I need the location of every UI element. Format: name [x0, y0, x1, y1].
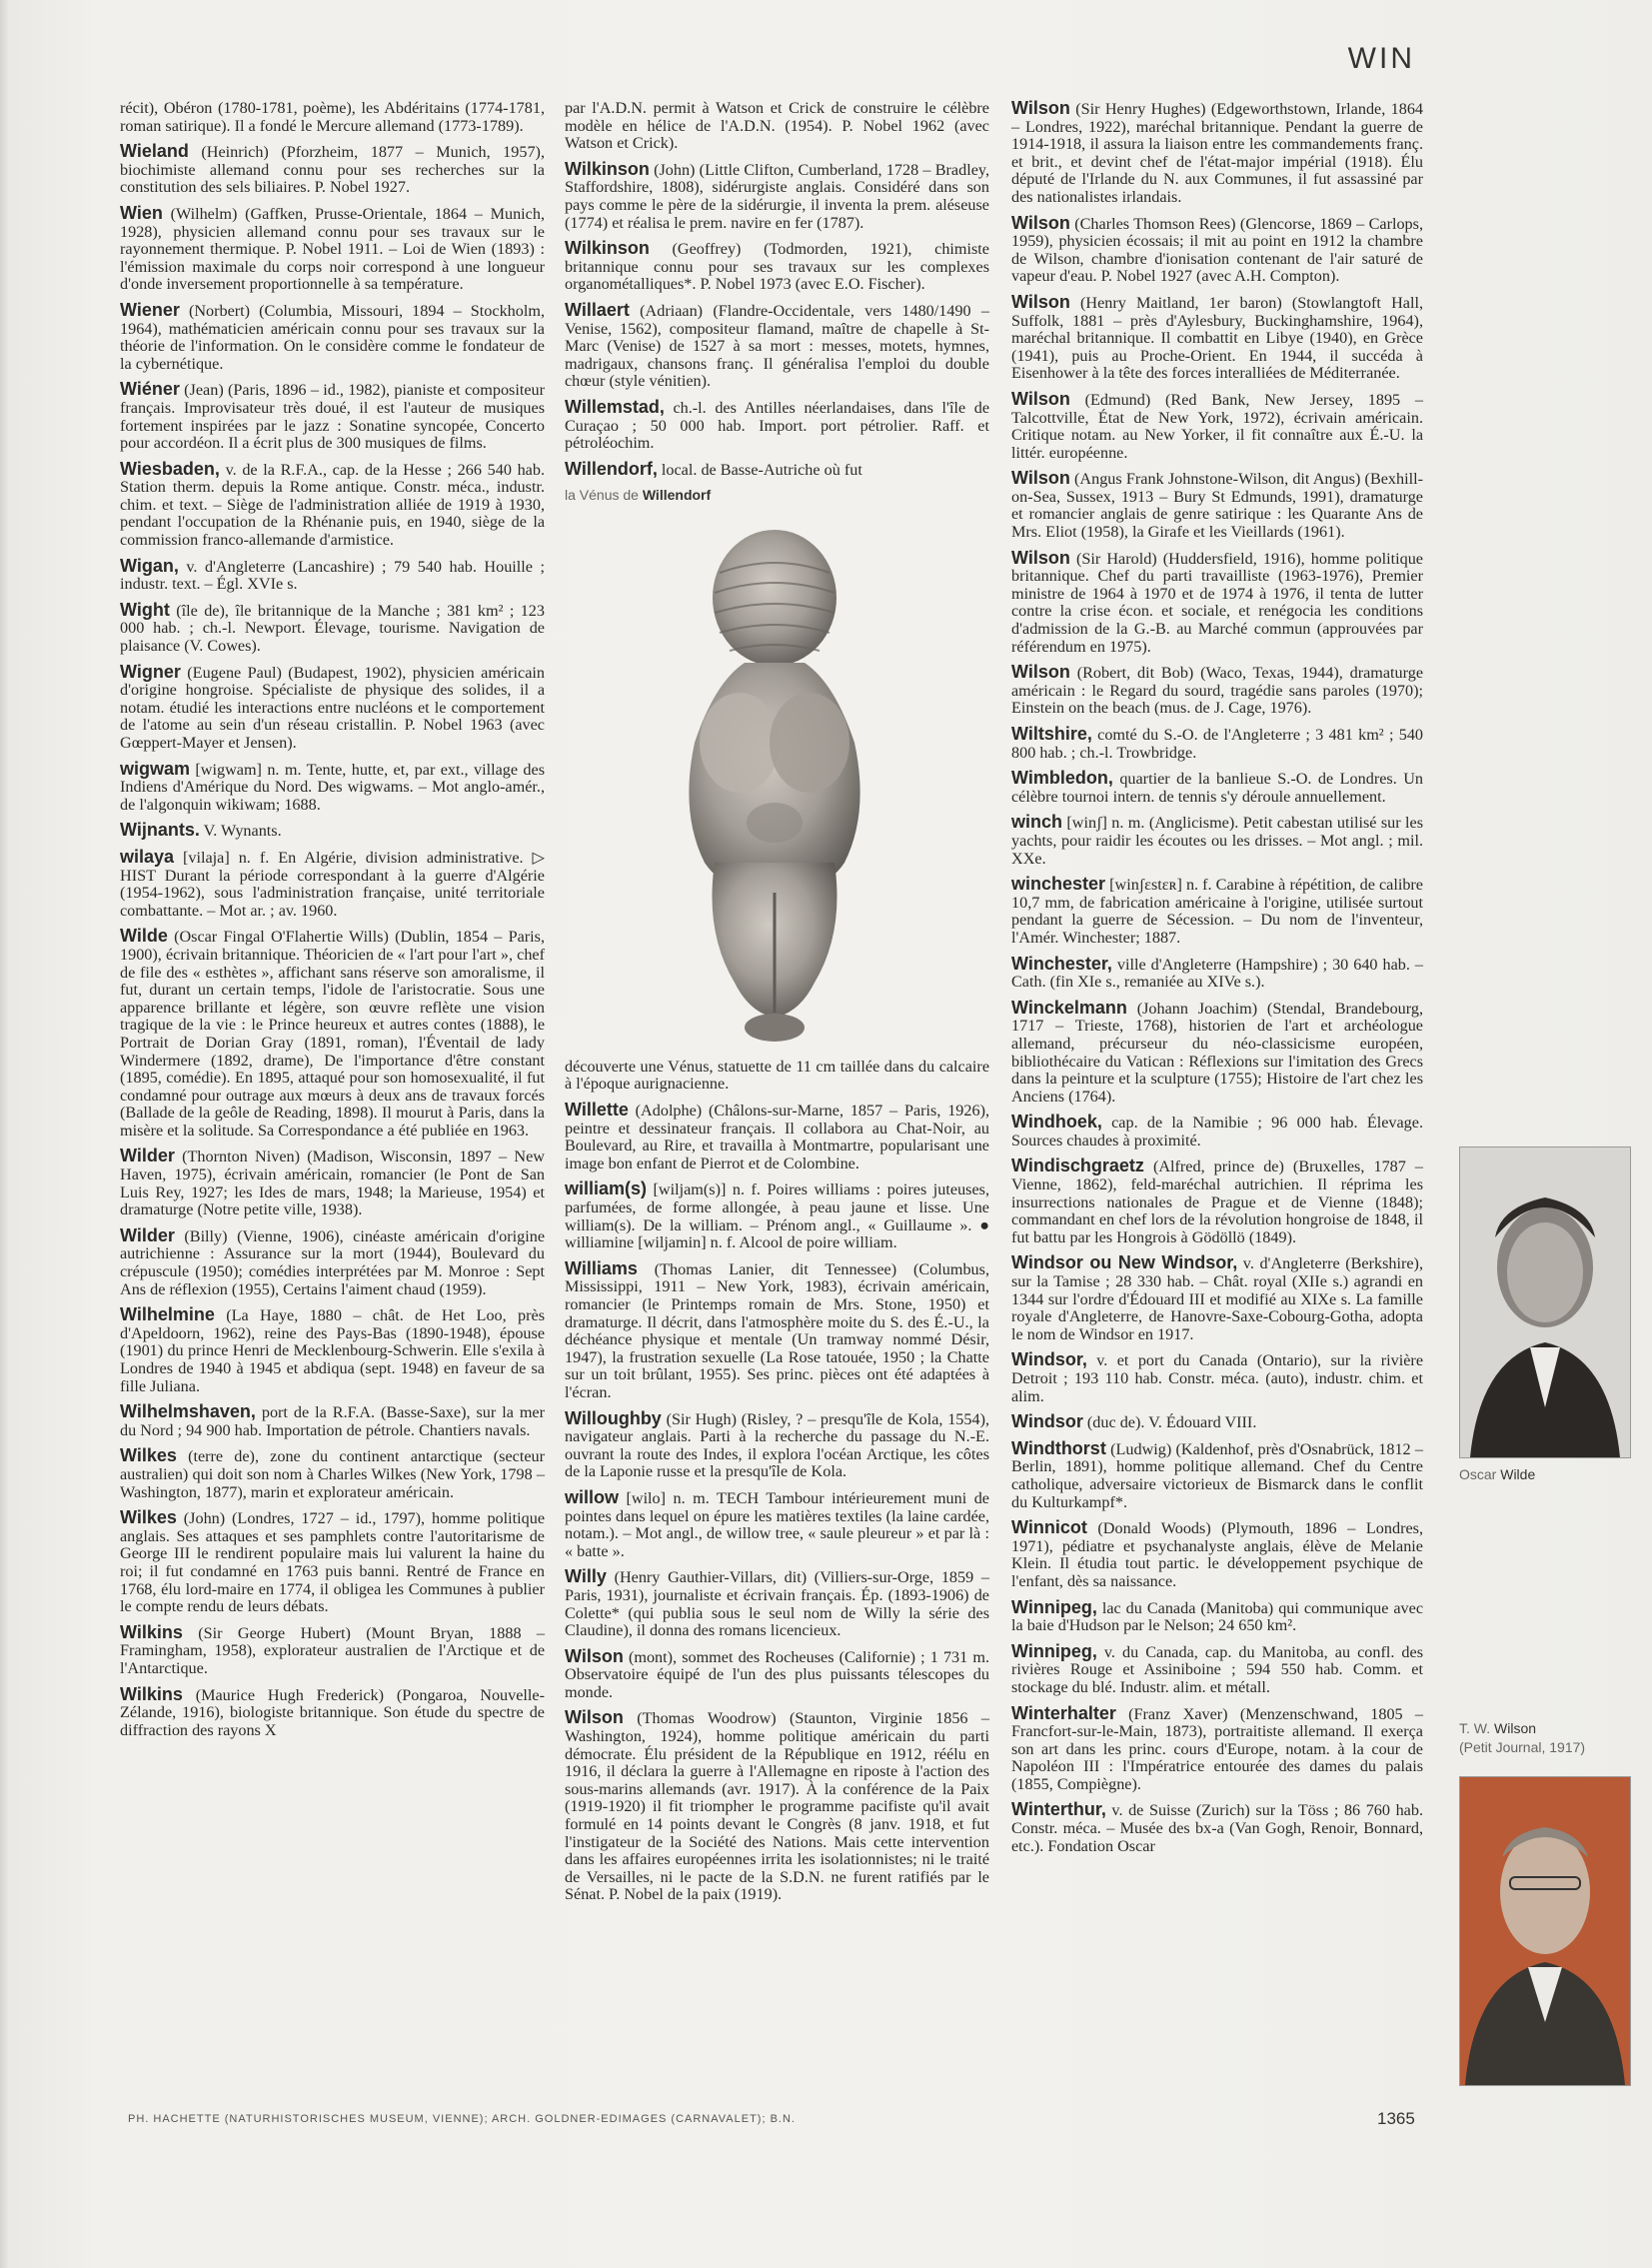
entry-definition: (Sir George Hubert) (Mount Bryan, 1888 – Framingham, 1958), explorateur australien de l'Arctique et de l'Antarctique.	[120, 1623, 546, 1677]
entry-definition: (Charles Thomson Rees) (Glencorse, 1869 – Carlops, 1959), physicien écossais; il mit au point en 1912 la chambre de Wilson, chambre d'ionisation contenant de l'air saturé de vapeur d'eau. P. Nobel 1927 (avec A.H. Compton).	[1011, 214, 1423, 286]
dictionary-entry	[120, 1147, 545, 1218]
dictionary-entry	[1011, 1596, 1424, 1635]
entry-headword: Winchester,	[1011, 953, 1112, 974]
entry-headword: Williams	[565, 1257, 638, 1278]
dictionary-entry	[120, 1403, 545, 1439]
dictionary-entry	[565, 158, 989, 232]
dictionary-entry	[120, 661, 545, 753]
dictionary-entry	[565, 396, 990, 453]
dictionary-entry	[120, 1447, 545, 1501]
dictionary-entry	[565, 240, 989, 294]
entry-headword: Wilhelmshaven,	[120, 1401, 256, 1422]
entry-headword: william(s)	[565, 1178, 648, 1199]
oscar-wilde-portrait	[1459, 1146, 1631, 1458]
venus-caption-prefix: la Vénus de	[565, 487, 639, 504]
entry-headword: Willemstad,	[565, 396, 665, 417]
entry-definition: (Jean) (Paris, 1896 – id., 1982), pianiste et compositeur français. Improvisateur très doué, il est l'auteur de musiques fortement inspirées par le jazz : Sonatine syncopée, Concerto pour accordéon. Il a écrit plus de 300 musiques de films.	[120, 381, 546, 453]
entry-definition: (Geoffrey) (Todmorden, 1921), chimiste britannique connu pour ses travaux sur les complexes organométalliques*. P. Nobel 1973 (avec E.O. Fischer).	[565, 240, 989, 294]
entry-definition: comté du S.-O. de l'Angleterre ; 3 481 km² ; 540 800 hab. ; ch.-l. Trowbridge.	[1011, 726, 1424, 762]
dictionary-entry	[120, 599, 545, 656]
entry-headword: winch	[1011, 812, 1063, 833]
entry-definition: (Angus Frank Johnstone-Wilson, dit Angus) (Bexhill-on-Sea, Sussex, 1913 – Bury St Edmunds, 1991), dramaturge et romancier anglais de genre satirique : les Quarante Ans de Mrs. Eliot (1958), la Girafe et les Vieillards (1961).	[1011, 470, 1423, 542]
dictionary-entry	[120, 846, 545, 920]
entry-headword: wilaya	[120, 846, 175, 867]
entry-headword: Wilhelmine	[120, 1304, 215, 1325]
dictionary-entry	[1011, 1702, 1424, 1794]
entry-headword: Willoughby	[565, 1407, 662, 1428]
entry-headword: Winnipeg,	[1011, 1596, 1097, 1617]
wilson-caption	[1459, 1719, 1585, 1757]
entry-headword: Windsor,	[1011, 1349, 1087, 1370]
entry-headword: Wilkes	[120, 1445, 177, 1466]
photo-credits: PH. HACHETTE (NATURHISTORISCHES MUSEUM, VIENNE); ARCH. GOLDNER-EDIMAGES (CARNAVALET); B.N.	[128, 2113, 796, 2125]
entry-headword: Wimbledon,	[1011, 768, 1113, 789]
entry-definition: (Henry Gauthier-Villars, dit) (Villiers-sur-Orge, 1859 – Paris, 1931), journaliste et écrivain français. Ép. (1893-1906) de Colette* (qui publia sous le seul nom de Willy la série des Claudine), il donna des romans licencieux.	[565, 1568, 989, 1640]
entry-headword: Windsor	[1011, 1411, 1083, 1432]
wilde-caption	[1459, 1465, 1535, 1484]
dictionary-entry	[1011, 1351, 1423, 1405]
dictionary-entry	[565, 1180, 989, 1251]
entry-headword: Windsor ou New Windsor,	[1011, 1252, 1238, 1273]
entry-definition: (Adriaan) (Flandre-Occidentale, vers 1480/1490 – Venise, 1562), compositeur flamand, maître de chapelle à St-Marc (Venise) de 1527 à sa mort : messes, motets, hymnes, madrigaux, chansons franç. Il généralisa l'emploi du double chœur (style vénitien).	[565, 301, 990, 391]
entry-headword: Wilson	[1011, 388, 1070, 409]
entry-definition: (Sir Hugh) (Risley, ? – presqu'île de Kola, 1554), navigateur anglais. Parti à la recherche du passage du N.-E. ouvrant la route des Indes, il explora l'océan Arctique, les côtes de la Laponie russe et la presqu'île de Kola.	[565, 1409, 990, 1481]
page-edge-shadow	[0, 0, 10, 2268]
dictionary-entry	[120, 299, 545, 373]
entry-definition: [wiljam(s)] n. f. Poires williams : poires juteuses, parfumées, de forme allongée, à peau jaune et lisse. Une william(s). De la william. – Prénom angl., « Guillaume ». ● williamine [wiljamin] n. f. Alcool de poire william.	[565, 1180, 989, 1252]
dictionary-entry	[1011, 1413, 1423, 1432]
entry-definition: v. d'Angleterre (Lancashire) ; 79 540 hab. Houille ; industr. text. – Égl. XVIe s.	[120, 557, 545, 594]
dictionary-entry	[565, 1059, 989, 1094]
dictionary-entry	[120, 458, 546, 550]
dictionary-entry	[120, 1683, 545, 1740]
entry-headword: Winterhalter	[1011, 1702, 1116, 1723]
column-middle-top	[565, 100, 989, 479]
entry-definition: [wilo] n. m. TECH Tambour intérieurement muni de pointes dans lequel on épure les matières textiles (la laine cardée, notam.). – Mot angl., de willow tree, « saule pleureur » et par là : « batte ».	[565, 1488, 989, 1560]
entry-headword: Wieland	[120, 141, 189, 162]
entry-headword: Windhoek,	[1011, 1112, 1102, 1133]
entry-definition: (Maurice Hugh Frederick) (Pongaroa, Nouvelle-Zélande, 1916), biologiste britannique. Son étude du spectre de diffraction des rayons X	[120, 1685, 545, 1739]
entry-headword: Windthorst	[1011, 1437, 1106, 1458]
entry-headword: Wilder	[120, 1145, 175, 1166]
entry-headword: Wilder	[120, 1224, 175, 1245]
dictionary-entry	[1011, 664, 1423, 718]
dictionary-entry	[1011, 388, 1423, 462]
entry-headword: Wilkes	[120, 1507, 177, 1528]
dictionary-entry	[565, 100, 989, 153]
wilson-caption-source: (Petit Journal, 1917)	[1459, 1739, 1586, 1755]
dictionary-entry	[1011, 814, 1423, 868]
entry-headword: Wiltshire,	[1011, 724, 1092, 744]
entry-headword: Wien	[120, 202, 163, 223]
entry-headword: Willette	[565, 1100, 629, 1121]
column-right	[1011, 100, 1423, 1863]
entry-definition: (Sir Henry Hughes) (Edgeworthstown, Irlande, 1864 – Londres, 1922), maréchal britannique. Pendant la guerre de 1914-1918, il assura la liaison entre les commandements franç. et brit., et devint chef de l'état-major impérial (1918). Élu député de l'Irlande du N. aux Communes, il fut assassiné par des nationalistes irlandais.	[1011, 100, 1424, 206]
entry-definition: par l'A.D.N. permit à Watson et Crick de construire le célèbre modèle en hélice de l'A.D.N. (1954). P. Nobel 1962 (avec Watson et Crick).	[565, 99, 989, 153]
dictionary-entry	[1011, 470, 1423, 541]
dictionary-entry	[1011, 997, 1424, 1107]
entry-headword: Wiéner	[120, 379, 180, 400]
entry-headword: Wilson	[1011, 662, 1070, 683]
dictionary-entry	[1011, 100, 1423, 207]
entry-definition: port de la R.F.A. (Basse-Saxe), sur la mer du Nord ; 94 900 hab. Importation de pétrole. Chantiers navals.	[120, 1403, 546, 1439]
entry-headword: Winckelmann	[1011, 997, 1127, 1018]
entry-headword: Wiesbaden,	[120, 458, 220, 479]
entry-definition: [winʃɛstɛʀ] n. f. Carabine à répétition, de calibre 10,7 mm, de fabrication américaine à l'origine, utilisée surtout pendant la guerre de Sécession. – Du nom de l'inventeur, l'Amér. Winchester; 1887.	[1011, 876, 1423, 947]
entry-headword: Wilson	[1011, 468, 1070, 489]
entry-definition: cap. de la Namibie ; 96 000 hab. Élevage. Sources chaudes à proximité.	[1011, 1114, 1423, 1149]
dictionary-entry	[120, 1306, 545, 1395]
entry-definition: v. d'Angleterre (Berkshire), sur la Tamise ; 28 330 hab. – Chât. royal (XIIe s.) agrandi en 1344 sur l'ordre d'Édouard III et modifié au XIXe s. La famille royale d'Angleterre, de Hanovre-Saxe-Cobourg-Gotha, adopta le nom de Windsor en 1917.	[1011, 1254, 1423, 1343]
dictionary-entry	[1011, 547, 1423, 657]
entry-definition: (John) (Little Clifton, Cumberland, 1728 – Bradley, Staffordshire, 1808), sidérurgiste anglais. Considéré dans son pays comme le père de la sidérurgie, il inventa la prem. aléseuse (1774) et réalisa le prem. navire en fer (1787).	[565, 160, 989, 232]
wilson-caption-prefix: T. W.	[1459, 1720, 1491, 1736]
entry-definition: (Franz Xaver) (Menzenschwand, 1805 – Francfort-sur-le-Main, 1873), portraitiste allemand. Il exerça son art dans les princ. cours d'Europe, notam. à la cour de Napoléon III : l'Impératrice entourée des dames du palais (1855, Compiègne).	[1011, 1704, 1424, 1793]
entry-definition: (Billy) (Vienne, 1906), cinéaste américain d'origine autrichienne : Assurance sur la mort (1944), Boulevard du crépuscule (1950); comédies interprétées par M. Monroe : Sept Ans de réflexion (1955), Certains l'aiment chaud (1959).	[120, 1226, 546, 1298]
entry-definition: (terre de), zone du continent antarctique (secteur australien) qui doit son nom à Charles Wilkes (New York, 1798 – Washington, 1877), marin et explorateur américain.	[120, 1447, 545, 1501]
entry-headword: Wilson	[1011, 212, 1070, 233]
entry-headword: Wilkinson	[565, 158, 650, 179]
entry-headword: Willy	[565, 1566, 607, 1587]
entry-definition: v. de la R.F.A., cap. de la Hesse ; 266 540 hab. Station therm. depuis la Rome antique. Constr. méca., industr. chim. et text. – Siège de l'administration alliée de 1919 à 1930, pendant l'occupation de la Rhénanie puis, en 1940, siège de la commission franco-allemande d'armistice.	[120, 460, 546, 550]
entry-definition: (Oscar Fingal O'Flahertie Wills) (Dublin, 1854 – Paris, 1900), écrivain britannique. Théoricien de « l'art pour l'art », chef de file des « esthètes », affichant sans réserve son amoralisme, il fut, durant un certain temps, l'idole de l'aristocratie. Sous une apparence brillante et légère, son œuvre reflète une vision tragique de la vie : le Prince heureux et autres contes (1888), le Portrait de Dorian Gray (1891, roman), l'Éventail de lady Windermere (1892, drame), De l'importance d'être constant (1895, comédie). En 1895, attaqué pour son homosexualité, il fut condamné pour outrage aux mœurs à deux ans de travaux forcés (Ballade de la geôle de Reading, 1898). Il mourut à Paris, dans la misère et la solitude. Sa Correspondance a été publiée en 1963.	[120, 928, 546, 1139]
entry-definition: [wigwam] n. m. Tente, hutte, et, par ext., village des Indiens d'Amérique du Nord. Des wigwams. – Mot anglo-amér., de l'algonquin wikiwam; 1688.	[120, 760, 545, 814]
dictionary-entry	[1011, 291, 1423, 383]
dictionary-entry	[120, 1621, 546, 1678]
dictionary-entry	[565, 1486, 989, 1560]
entry-definition: quartier de la banlieue S.-O. de Londres. Un célèbre tournoi intern. de tennis s'y déroule annuellement.	[1011, 770, 1423, 806]
entry-headword: Wigan,	[120, 555, 179, 576]
entry-definition: (Eugene Paul) (Budapest, 1902), physicien américain d'origine hongroise. Spécialiste de physique des solides, il a notam. étudié les interactions entre nucléons et le comportement de l'atome au sein d'un réseau cristallin. P. Nobel 1963 (avec Gœppert-Mayer et Jensen).	[120, 663, 545, 752]
column-left	[120, 100, 545, 1747]
entry-definition: (duc de). V. Édouard VIII.	[1086, 1413, 1257, 1432]
entry-headword: Winnipeg,	[1011, 1640, 1097, 1661]
entry-headword: Wilde	[120, 926, 168, 947]
entry-definition: (La Haye, 1880 – chât. de Het Loo, près d'Apeldoorn, 1962), reine des Pays-Bas (1890-1948), épouse (1901) du prince Henri de Mecklenbourg-Schwerin. Elle s'exila à Londres de 1940 à 1945 et abdiqua (sept. 1948) en faveur de sa fille Juliana.	[120, 1306, 546, 1395]
dictionary-entry	[565, 1407, 990, 1481]
entry-headword: Wilson	[1011, 547, 1070, 568]
page-number: 1365	[1377, 2109, 1415, 2128]
entry-headword: Wijnants.	[120, 820, 200, 841]
dictionary-entry	[120, 555, 545, 594]
entry-definition: (Wilhelm) (Gaffken, Prusse-Orientale, 1864 – Munich, 1928), physicien allemand connu pour ses travaux sur le rayonnement thermique. P. Nobel 1911. – Loi de Wien (1893) : l'émission maximale du corps noir correspond à une longueur d'onde inversement proportionnelle à sa température.	[120, 204, 545, 294]
dictionary-entry	[1011, 1640, 1424, 1697]
dictionary-entry	[565, 1568, 989, 1639]
dictionary-entry	[565, 1645, 990, 1702]
entry-headword: willow	[565, 1486, 619, 1507]
dictionary-entry	[1011, 1519, 1423, 1590]
dictionary-entry	[1011, 726, 1423, 762]
entry-definition: (Johann Joachim) (Stendal, Brandebourg, 1717 – Trieste, 1768), historien de l'art et archéologue allemand, précurseur du néo-classicisme européen, bibliothécaire du Vatican : Réflexions sur l'imitation des Grecs dans la peinture et la sculpture (1755); Histoire de l'art chez les Anciens (1764).	[1011, 999, 1424, 1106]
entry-definition: récit), Obéron (1780-1781, poème), les Abdéritains (1774-1781, roman satirique). Il a fondé le Mercure allemand (1773-1789).	[120, 99, 545, 135]
dictionary-entry	[120, 381, 545, 452]
entry-headword: Wilson	[565, 1645, 624, 1666]
dictionary-entry	[565, 299, 990, 391]
entry-definition: (Donald Woods) (Plymouth, 1896 – Londres, 1971), pédiatre et psychanalyste anglais, élève de Melanie Klein. Il étudia tout partic. le développement psychique de l'enfant, dès sa naissance.	[1011, 1519, 1424, 1590]
dictionary-entry	[120, 822, 545, 841]
dictionary-entry	[565, 1102, 989, 1172]
entry-definition: (Thornton Niven) (Madison, Wisconsin, 1897 – New Haven, 1975), écrivain américain, romancier (le Pont de San Luis Rey, 1927; les Ides de mars, 1948; la Marieuse, 1954) et dramaturge (Notre petite ville, 1938).	[120, 1147, 545, 1219]
entry-definition: local. de Basse-Autriche où fut	[661, 460, 862, 479]
entry-definition: (Henry Maitland, 1er baron) (Stowlangtoft Hall, Suffolk, 1881 – près d'Aylesbury, Buckinghamshire, 1964), maréchal britannique. Il combattit en Libye (1940), en Grèce (1941), puis au Proche-Orient. En 1944, il succéda à Eisenhower à la tête des forces interalliées de Méditerranée.	[1011, 293, 1423, 383]
dictionary-entry	[565, 458, 989, 480]
wilde-caption-prefix: Oscar	[1459, 1466, 1497, 1482]
entry-headword: wigwam	[120, 758, 191, 779]
entry-headword: Wight	[120, 599, 170, 620]
entry-definition: [winʃ] n. m. (Anglicisme). Petit cabestan utilisé sur les yachts, pour raidir les écoutes ou les drisses. – Mot angl. ; mil. XXe.	[1011, 814, 1424, 868]
dictionary-entry	[1011, 876, 1423, 947]
dictionary-entry	[120, 928, 545, 1139]
dictionary-entry	[1011, 1254, 1423, 1343]
venus-figure	[565, 513, 989, 1053]
dictionary-entry	[120, 100, 545, 135]
dictionary-entry	[120, 1509, 545, 1616]
dictionary-entry	[120, 1224, 546, 1298]
entry-definition: lac du Canada (Manitoba) qui communique avec la baie d'Hudson par le Nelson; 24 650 km².	[1011, 1598, 1424, 1635]
dictionary-entry	[1011, 212, 1423, 286]
entry-headword: Wilkins	[120, 1621, 183, 1642]
entry-headword: Wigner	[120, 661, 181, 682]
column-middle	[565, 100, 989, 1912]
wilde-caption-name: Wilde	[1500, 1466, 1536, 1482]
entry-definition: v. de Suisse (Zurich) sur la Töss ; 86 760 hab. Constr. méca. – Musée des bx-a (Van Gogh, Renoir, Bonnard, etc.). Fondation Oscar	[1011, 1801, 1423, 1855]
entry-headword: Wilson	[565, 1707, 624, 1728]
wilson-caption-name: Wilson	[1494, 1720, 1537, 1736]
entry-definition: [vilaja] n. f. En Algérie, division administrative. ▷ HIST Durant la période correspondant à la guerre d'Algérie (1954-1962), sous l'administration française, unité territoriale combattante. – Mot ar. ; av. 1960.	[120, 848, 545, 920]
dictionary-entry	[1011, 953, 1423, 992]
dictionary-entry	[565, 1257, 990, 1402]
entry-definition: v. du Canada, cap. du Manitoba, au confl. des rivières Rouge et Assiniboine ; 594 550 hab. Comm. et stockage du blé. Industr. alim. et métall.	[1011, 1642, 1424, 1696]
entry-definition: (Norbert) (Columbia, Missouri, 1894 – Stockholm, 1964), mathématicien américain connu pour ses travaux sur la théorie de l'information. On le considère comme le fondateur de la cybernétique.	[120, 301, 545, 373]
entry-definition: (Heinrich) (Pforzheim, 1877 – Munich, 1957), biochimiste allemand connu pour ses recherches sur la constitution des sels biliaires. P. Nobel 1927.	[120, 143, 545, 197]
entry-definition: (Sir Harold) (Huddersfield, 1916), homme politique britannique. Chef du parti travailliste (1963-1976), Premier ministre de 1964 à 1970 et de 1974 à 1976, il tenta de lutter contre la crise écon. et sociale, et renégocia les conditions d'admission de la G.-B. au Marché commun (approuvées par référendum en 1975).	[1011, 549, 1423, 656]
dictionary-entry	[120, 202, 545, 294]
entry-headword: Wilson	[1011, 98, 1070, 118]
dictionary-entry	[1011, 1801, 1423, 1855]
entry-definition: (Ludwig) (Kaldenhof, près d'Osnabrück, 1812 – Berlin, 1891), homme politique allemand. Chef du Centre catholique, adversaire victorieux de Bismarck dans le conflit du Kulturkampf*.	[1011, 1439, 1423, 1511]
entry-headword: Willendorf,	[565, 458, 658, 479]
entry-headword: winchester	[1011, 874, 1106, 895]
entry-definition: v. et port du Canada (Ontario), sur la rivière Detroit ; 193 110 hab. Constr. méca. (auto), industr. chim. et alim.	[1011, 1351, 1423, 1405]
dictionary-entry	[565, 1709, 989, 1904]
entry-definition: découverte une Vénus, statuette de 11 cm taillée dans du calcaire à l'époque aurignacienne.	[565, 1057, 989, 1094]
dictionary-entry	[1011, 1114, 1423, 1149]
entry-definition: ville d'Angleterre (Hampshire) ; 30 640 hab. – Cath. (fin XIe s., remaniée au XIVe s.).	[1011, 955, 1423, 992]
entry-headword: Wilson	[1011, 291, 1070, 312]
entry-definition: (Edmund) (Red Bank, New Jersey, 1895 – Talcottville, État de New York, 1972), écrivain américain. Critique notam. au New Yorker, il fit connaître aux É.-U. la littér. européenne.	[1011, 390, 1423, 462]
entry-definition: ch.-l. des Antilles néerlandaises, dans l'île de Curaçao ; 50 000 hab. Import. port pétrolier. Raff. et pétroléochim.	[565, 398, 990, 453]
entry-headword: Wiener	[120, 299, 180, 320]
dictionary-entry	[1011, 1437, 1423, 1511]
dictionary-entry	[1011, 770, 1423, 806]
entry-headword: Winterthur,	[1011, 1799, 1106, 1820]
woodrow-wilson-portrait	[1459, 1776, 1631, 2086]
dictionary-entry	[120, 143, 545, 197]
entry-headword: Winnicot	[1011, 1517, 1087, 1538]
entry-headword: Willaert	[565, 299, 630, 320]
entry-headword: Windischgraetz	[1011, 1155, 1144, 1176]
dictionary-entry	[1011, 1157, 1423, 1246]
venus-caption-name: Willendorf	[642, 487, 712, 504]
entry-definition: (Alfred, prince de) (Bruxelles, 1787 – Vienne, 1862), feld-maréchal autrichien. Il réprima les insurrections nationales de Prague et de Vienne (1848); commandant en chef lors de la révolution hongroise de 1848, il fut battu par les Hongrois à Gödöllö (1849).	[1011, 1157, 1424, 1246]
entry-definition: (île de), île britannique de la Manche ; 381 km² ; 123 000 hab. ; ch.-l. Newport. Élevage, tourisme. Navigation de plaisance (V. Cowes).	[120, 601, 545, 656]
entry-headword: Wilkins	[120, 1683, 183, 1704]
running-header: WIN	[1347, 42, 1415, 75]
venus-statuette-image	[625, 513, 924, 1053]
entry-definition: (Thomas Lanier, dit Tennessee) (Columbus, Mississippi, 1911 – New York, 1983), écrivain américain, romancier (le Printemps romain de Mrs. Stone, 1950) et dramaturge. Il décrit, dans l'atmosphère moite du S. des É.-U., la déchéance physique et mentale (Un tramway nommé Désir, 1947), la frustration sexuelle (La Rose tatouée, 1950 ; la Chatte sur un toit brûlant, 1955). Ses princ. pièces ont été adaptées à l'écran.	[565, 1259, 990, 1401]
entry-definition: (Thomas Woodrow) (Staunton, Virginie 1856 – Washington, 1924), homme politique américain du parti démocrate. Élu président de la République en 1912, réélu en 1916, il déclara la guerre à l'Allemagne en riposte à l'action des sous-marins allemands (avr. 1917). À la conférence de la Paix (1919-1920) il fit triompher le programme pacifiste qu'il avait formulé en 14 points devant le Congrès (8 janv. 1918, et fut l'instigateur de la Société des Nations. Mais cette intervention dans les affaires européennes irrita les isolationnistes; ni le traité de Versailles, ni le pacte de la S.D.N. ne furent ratifiés par le Sénat. P. Nobel de la paix (1919).	[565, 1709, 989, 1904]
entry-definition: (Adolphe) (Châlons-sur-Marne, 1857 – Paris, 1926), peintre et dessinateur français. Il collabora au Chat-Noir, au Boulevard, au Rire, et travailla à Montmartre, popularisant une image bon enfant de Pierrot et de Colombine.	[565, 1102, 990, 1172]
entry-definition: (mont), sommet des Rocheuses (Californie) ; 1 731 m. Observatoire équipé de l'un des plus puissants télescopes du monde.	[565, 1647, 990, 1701]
venus-caption	[565, 487, 989, 505]
entry-definition: V. Wynants.	[203, 822, 282, 841]
column-middle-bottom	[565, 1059, 989, 1904]
entry-headword: Wilkinson	[565, 238, 650, 259]
dictionary-entry	[120, 758, 545, 815]
entry-definition: (Robert, dit Bob) (Waco, Texas, 1944), dramaturge américain : le Regard du sourd, tragédie sans paroles (1970); Einstein on the beach (mus. de J. Cage, 1976).	[1011, 664, 1424, 718]
entry-definition: (John) (Londres, 1727 – id., 1797), homme politique anglais. Ses attaques et ses pamphlets contre l'autoritarisme de George III le rendirent populaire mais lui valurent la haine du roi; il fut condamné en 1763 puis banni. Rentré de France en 1768, élu lord-maire en 1774, il obligea les Communes à publier le compte rendu de leurs débats.	[120, 1509, 545, 1616]
